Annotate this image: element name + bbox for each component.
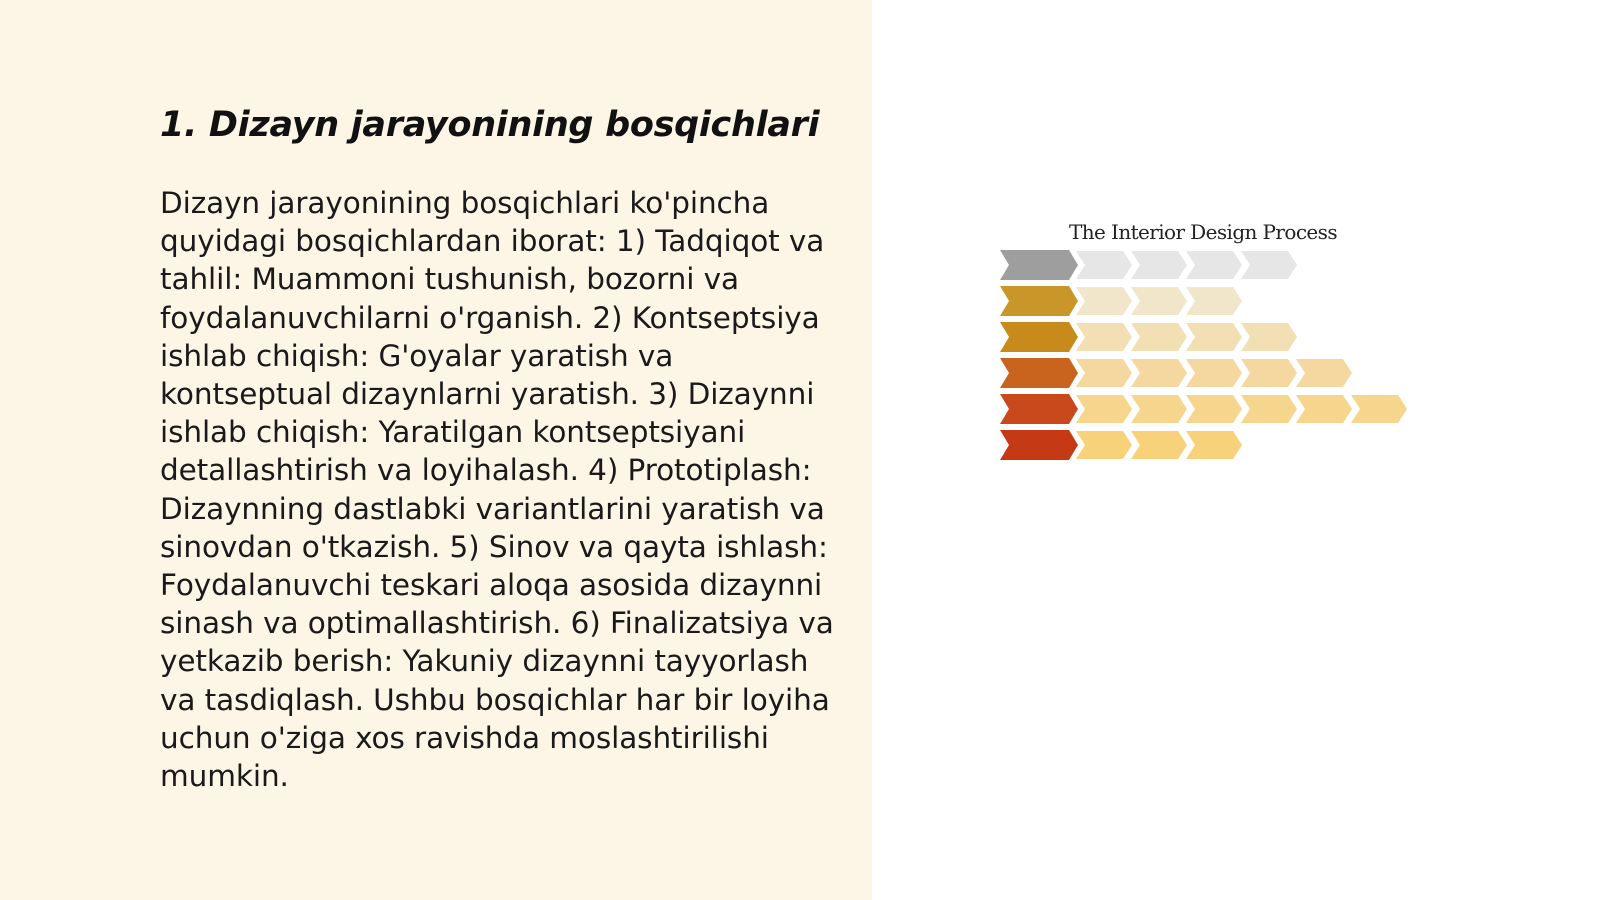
process-row-3: [1000, 322, 1297, 352]
process-step-chevron: [1186, 287, 1242, 315]
process-stage-chevron: [1000, 322, 1078, 352]
process-step-chevron: [1131, 287, 1187, 315]
process-step-chevron: [1076, 431, 1132, 459]
process-step-chevron: [1131, 431, 1187, 459]
process-chevrons: [998, 248, 1428, 470]
process-step-chevron: [1131, 323, 1187, 351]
process-stage-chevron: [1000, 394, 1078, 424]
process-step-chevron: [1076, 395, 1132, 423]
process-step-chevron: [1241, 395, 1297, 423]
process-step-chevron: [1131, 251, 1187, 279]
process-step-chevron: [1186, 359, 1242, 387]
process-row-5: [1000, 394, 1407, 424]
process-step-chevron: [1186, 323, 1242, 351]
process-step-chevron: [1131, 395, 1187, 423]
process-stage-chevron: [1000, 250, 1078, 280]
process-step-chevron: [1296, 395, 1352, 423]
process-step-chevron: [1131, 359, 1187, 387]
interior-design-process-diagram: [998, 218, 1428, 470]
process-step-chevron: [1241, 323, 1297, 351]
process-stage-chevron: [1000, 286, 1078, 316]
process-step-chevron: [1076, 287, 1132, 315]
process-step-chevron: [1076, 323, 1132, 351]
slide-title: 1. Dizayn jarayonining bosqichlari: [160, 105, 820, 145]
process-row-1: [1000, 250, 1297, 280]
process-step-chevron: [1296, 359, 1352, 387]
process-step-chevron: [1076, 359, 1132, 387]
process-stage-chevron: [1000, 430, 1078, 460]
process-stage-chevron: [1000, 358, 1078, 388]
process-row-6: [1000, 430, 1242, 460]
process-step-chevron: [1076, 251, 1132, 279]
process-step-chevron: [1241, 251, 1297, 279]
process-row-2: [1000, 286, 1242, 316]
process-step-chevron: [1241, 359, 1297, 387]
diagram-title: The Interior Design Process: [1069, 220, 1337, 244]
process-step-chevron: [1186, 431, 1242, 459]
process-row-4: [1000, 358, 1352, 388]
process-step-chevron: [1351, 395, 1407, 423]
process-step-chevron: [1186, 395, 1242, 423]
slide-body-text: Dizayn jarayonining bosqichlari ko'pincha quyidagi bosqichlardan iborat: 1) Tadqiqot va tahlil: Muammoni tushunish, bozorni va foydalanuvchilarni o'rganish. 2) Kontseptsiya ishlab chiqish: G'oyalar yaratish va kontseptual dizaynlarni yaratish. 3) Dizaynni ishlab chiqish: Yaratilgan kontseptsiyani detallashtirish va loyihalash. 4) Prototiplash: Dizaynning dastlabki variantlarini yaratish va sinovdan o'tkazish. 5) Sinov va qayta ishlash: Foydalanuvchi teskari aloqa asosida dizaynni sinash va optimallashtirish. 6) Finalizatsiya va yetkazib berish: Yakuniy dizaynni tayyorlash va tasdiqlash. Ushbu bosqichlar har bir loyiha uchun o'ziga xos ravishda moslashtirilishi mumkin.: [160, 186, 834, 794]
process-step-chevron: [1186, 251, 1242, 279]
